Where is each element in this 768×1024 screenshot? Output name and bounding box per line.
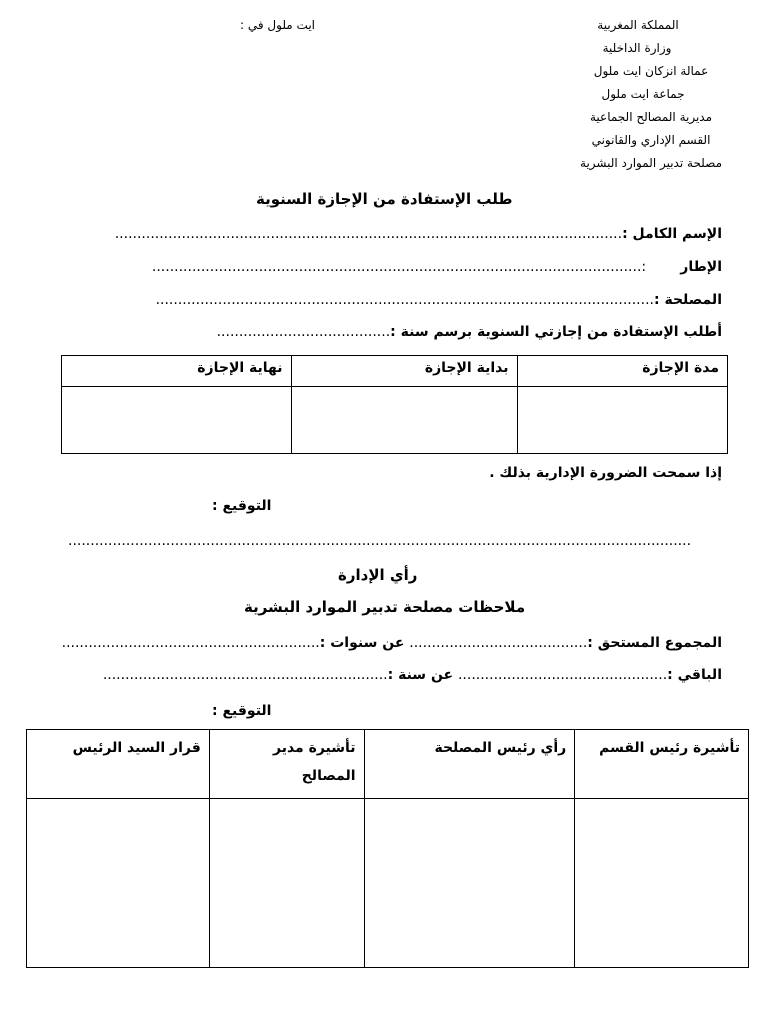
leave-start-cell[interactable]: [291, 387, 517, 454]
field-request: [217, 324, 722, 340]
header-line-ministry: وزارة الداخلية: [602, 41, 672, 55]
field-rank: [152, 259, 722, 275]
approval-table-header-row: [27, 730, 749, 799]
service-label: المصلحة :: [653, 292, 722, 308]
leave-start-header: بداية الإجازة: [291, 356, 517, 387]
form-title: طلب الإستفادة من الإجازة السنوية: [256, 190, 513, 208]
full-name-label: الإسم الكامل :: [622, 226, 722, 242]
services-director-visa-header: تأشيرة مدير المصالح: [209, 730, 364, 799]
request-dots[interactable]: .......................................: [216, 324, 391, 340]
full-name-dots[interactable]: ..................................................................................................................: [114, 226, 623, 242]
header-line-commune: جماعة ايت ملول: [601, 87, 685, 101]
header-line-directorate: مديرية المصالح الجماعية: [590, 110, 713, 124]
remaining-label: الباقي :: [667, 667, 722, 683]
field-service: [156, 292, 722, 308]
leave-duration-header: مدة الإجازة: [517, 356, 728, 387]
total-dots[interactable]: ........................................: [409, 635, 588, 651]
approval-table-entry-row: [27, 799, 749, 968]
rank-label: الإطار: [680, 259, 722, 275]
request-label: أطلب الإستفادة من إجازتي السنوية برسم سنة :: [390, 324, 722, 340]
necessity-note: إذا سمحت الضرورة الإدارية بذلك .: [489, 465, 722, 481]
header-line-prefecture: عمالة انزكان ايت ملول: [593, 64, 709, 78]
years-label: عن سنوات :: [319, 635, 405, 651]
header-line-division: القسم الإداري والقانوني: [591, 133, 711, 147]
year-dots[interactable]: ................................................................: [102, 667, 388, 683]
service-head-opinion-header: رأي رئيس المصلحة: [364, 730, 575, 799]
years-dots[interactable]: ..........................................................: [61, 635, 320, 651]
separator-dots: ............................................................................................................................................: [68, 533, 692, 549]
leave-end-cell[interactable]: [62, 387, 292, 454]
header-line-service: مصلحة تدبير الموارد البشرية: [580, 156, 722, 170]
service-dots[interactable]: ................................................................................................................: [155, 292, 654, 308]
leave-table-entry-row: [62, 387, 728, 454]
header-block: [580, 14, 722, 175]
signature-label-2: التوقيع :: [212, 703, 272, 719]
division-head-visa-cell[interactable]: [575, 799, 749, 968]
president-decision-header: قرار السيد الرئيس: [27, 730, 210, 799]
signature-label-1: التوقيع :: [212, 498, 272, 514]
leave-end-header: نهاية الإجازة: [62, 356, 292, 387]
leave-table: [61, 355, 728, 454]
total-label: المجموع المستحق :: [587, 635, 722, 651]
admin-opinion-heading: رأي الإدارة: [338, 566, 418, 584]
rank-dots[interactable]: :..............................................................................................................: [151, 259, 647, 275]
field-remaining: [103, 667, 722, 683]
year-label: عن سنة :: [387, 667, 454, 683]
field-full-name: [115, 226, 722, 242]
field-total: [62, 635, 722, 651]
leave-duration-cell[interactable]: [517, 387, 728, 454]
services-director-visa-cell[interactable]: [209, 799, 364, 968]
division-head-visa-header: تأشيرة رئيس القسم: [575, 730, 749, 799]
president-decision-cell[interactable]: [27, 799, 210, 968]
service-head-opinion-cell[interactable]: [364, 799, 575, 968]
approval-table: [26, 729, 749, 968]
header-line-kingdom: المملكة المغربية: [597, 18, 679, 32]
leave-table-header-row: [62, 356, 728, 387]
remaining-dots[interactable]: ...............................................: [457, 667, 668, 683]
place-date: ايت ملول في :: [240, 18, 315, 32]
hr-notes-heading: ملاحظات مصلحة تدبير الموارد البشرية: [244, 598, 526, 616]
